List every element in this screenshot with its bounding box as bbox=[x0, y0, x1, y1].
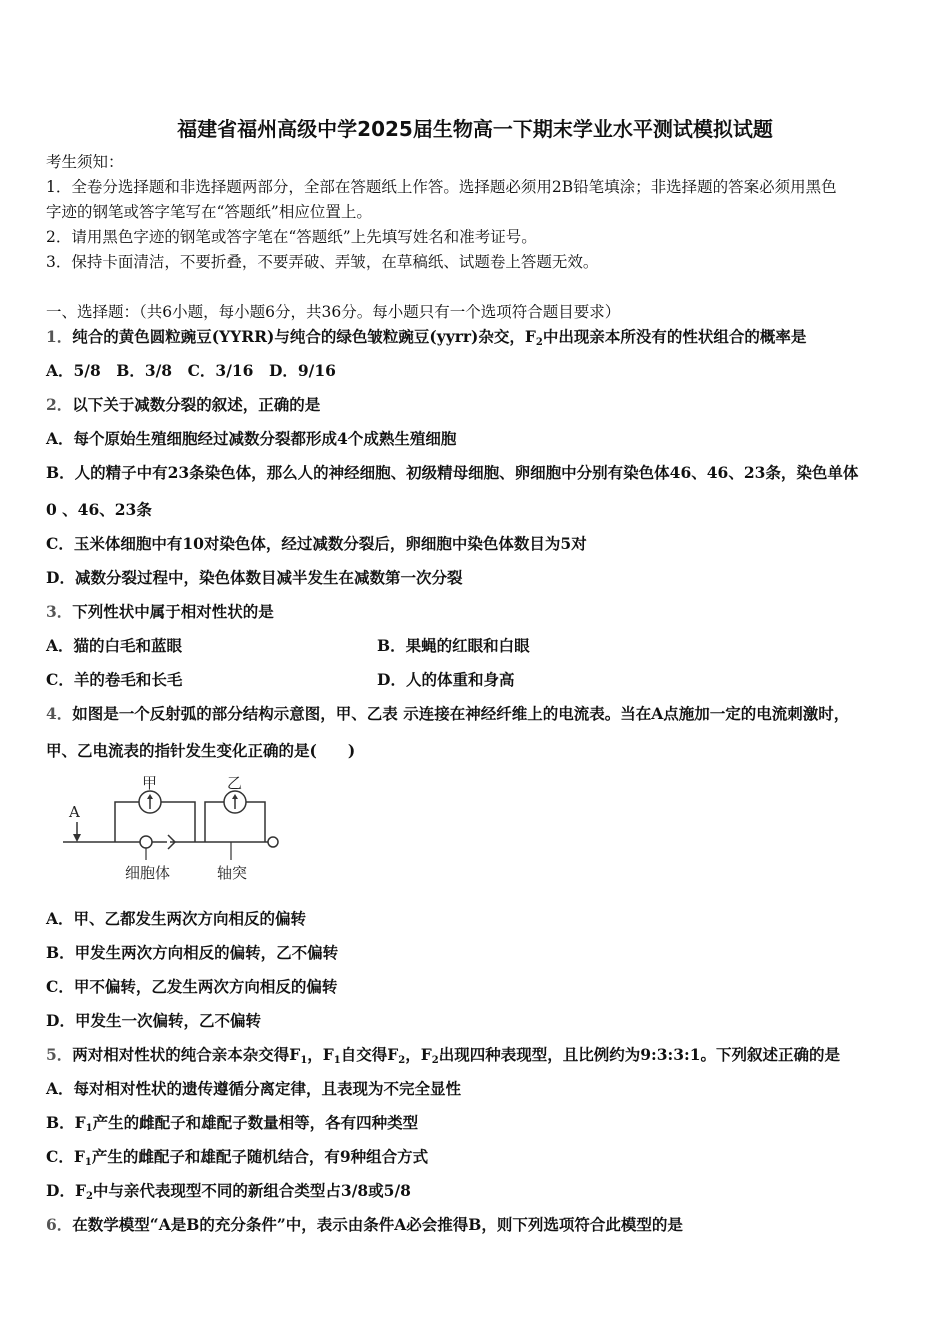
question-number: 2． bbox=[46, 395, 73, 414]
cell-body bbox=[140, 836, 152, 848]
notice-item-1: 1．全卷分选择题和非选择题两部分，全部在答题纸上作答。选择题必须用2B铅笔填涂；非选择题的答案必须用黑色 bbox=[46, 178, 837, 196]
question-5-option-d: D．$F_2$中与亲代表现型不同的新组合类型占3/8或5/8 bbox=[46, 1181, 411, 1202]
question-5: 5．两对相对性状的纯合亲本杂交得$F_1$，$F_1$自交得$F_2$，$F_2$出现四种表现型，且比例约为9:3:3:1。下列叙述正确的是 bbox=[46, 1045, 841, 1066]
label-axon: 轴突 bbox=[217, 864, 248, 882]
question-4-option-d: D．甲发生一次偏转，乙不偏转 bbox=[46, 1011, 261, 1030]
question-1: 1．纯合的黄色圆粒豌豆(YYRR)与纯合的绿色皱粒豌豆(yyrr)杂交，$F_2$中出现亲本所没有的性状组合的概率是 bbox=[46, 327, 807, 348]
label-jia: 甲 bbox=[142, 774, 158, 792]
question-5-option-b: B．$F_1$产生的雌配子和雄配子数量相等，各有四种类型 bbox=[46, 1113, 419, 1134]
question-1-options: A．5/8 B．3/8 C．3/16 D．9/16 bbox=[46, 361, 336, 380]
reflex-arc-diagram bbox=[55, 772, 295, 892]
question-number: 4． bbox=[46, 704, 73, 723]
label-cell-body: 细胞体 bbox=[125, 864, 171, 882]
question-2-option-c: C．玉米体细胞中有10对染色体，经过减数分裂后，卵细胞中染色体数目为5对 bbox=[46, 534, 587, 553]
question-2-option-d: D．减数分裂过程中，染色体数目减半发生在减数第一次分裂 bbox=[46, 568, 463, 587]
notice-item-1-cont: 字迹的钢笔或答字笔写在“答题纸”相应位置上。 bbox=[46, 203, 372, 221]
question-number: 1． bbox=[46, 327, 73, 346]
question-4-option-c: C．甲不偏转，乙发生两次方向相反的偏转 bbox=[46, 977, 338, 996]
notice-item-3: 3．保持卡面清洁，不要折叠，不要弄破、弄皱，在草稿纸、试题卷上答题无效。 bbox=[46, 253, 599, 271]
section-heading: 一、选择题：（共6小题，每小题6分，共36分。每小题只有一个选项符合题目要求） bbox=[46, 303, 621, 321]
question-3: 3．下列性状中属于相对性状的是 bbox=[46, 602, 274, 621]
question-4-option-b: B．甲发生两次方向相反的偏转，乙不偏转 bbox=[46, 943, 339, 962]
question-2-option-a: A．每个原始生殖细胞经过减数分裂都形成4个成熟生殖细胞 bbox=[46, 429, 457, 448]
axon-terminal bbox=[268, 837, 278, 847]
question-2-option-b-cont: 0 、46、23条 bbox=[46, 500, 152, 519]
question-6: 6．在数学模型“A是B的充分条件”中，表示由条件A必会推得B，则下列选项符合此模型的是 bbox=[46, 1215, 683, 1234]
notice-item-2: 2．请用黑色字迹的钢笔或答字笔在“答题纸”上先填写姓名和准考证号。 bbox=[46, 228, 537, 246]
question-number: 5． bbox=[46, 1045, 73, 1064]
question-2-option-b: B．人的精子中有23条染色体，那么人的神经细胞、初级精母细胞、卵细胞中分别有染色体46、46、23条，染色单体 bbox=[46, 463, 859, 482]
stimulus-arrow-head bbox=[73, 834, 81, 842]
question-4-option-a: A．甲、乙都发生两次方向相反的偏转 bbox=[46, 909, 307, 928]
question-number: 6． bbox=[46, 1215, 73, 1234]
question-3-option-b: B．果蝇的红眼和白眼 bbox=[377, 636, 530, 655]
notice-heading: 考生须知： bbox=[46, 153, 124, 171]
question-number: 3． bbox=[46, 602, 73, 621]
question-3-option-a: A．猫的白毛和蓝眼 bbox=[46, 636, 183, 655]
question-4: 4．如图是一个反射弧的部分结构示意图，甲、乙表 示连接在神经纤维上的电流表。当在A点施加一定的电流刺激时， bbox=[46, 704, 850, 723]
question-4-cont: 甲、乙电流表的指针发生变化正确的是( ) bbox=[46, 741, 356, 760]
label-a: A bbox=[69, 803, 80, 821]
question-3-option-d: D．人的体重和身高 bbox=[377, 670, 515, 689]
page-title: 福建省福州高级中学2025届生物高一下期末学业水平测试模拟试题 bbox=[177, 117, 773, 141]
question-3-option-c: C．羊的卷毛和长毛 bbox=[46, 670, 183, 689]
question-5-option-c: C．$F_1$产生的雌配子和雄配子随机结合，有9种组合方式 bbox=[46, 1147, 429, 1168]
question-2: 2．以下关于减数分裂的叙述，正确的是 bbox=[46, 395, 321, 414]
question-5-option-a: A．每对相对性状的遗传遵循分离定律，且表现为不完全显性 bbox=[46, 1079, 462, 1098]
label-yi: 乙 bbox=[227, 774, 243, 792]
